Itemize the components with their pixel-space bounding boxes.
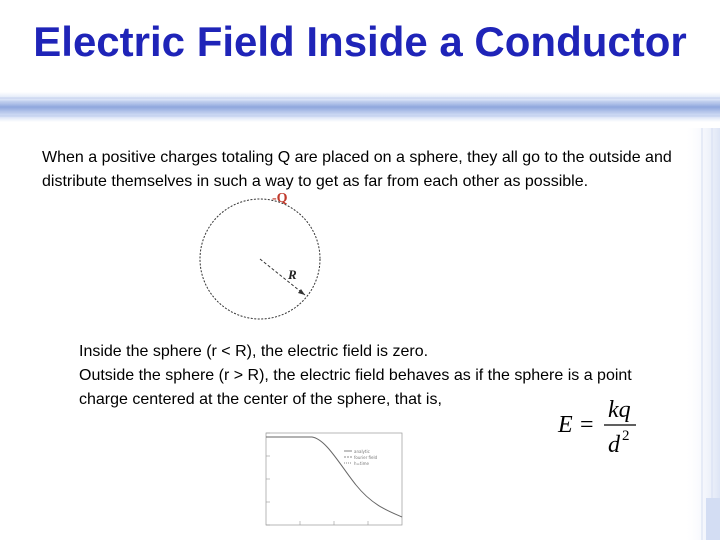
charge-label: -Q [272, 191, 288, 206]
formula-denominator: d [608, 432, 620, 458]
radius-arrowhead [298, 289, 305, 295]
decorative-right-edge [684, 128, 720, 540]
graph-ticks [266, 433, 368, 525]
slide-title: Electric Field Inside a Conductor [33, 18, 687, 65]
legend-item: analytic [354, 449, 370, 454]
decorative-header-band [0, 88, 720, 128]
outside-sphere-line: Outside the sphere (r > R), the electric field behaves as if the sphere is a point charge centered at the center of the sphere, that is, [79, 367, 632, 408]
legend-item: h=time [354, 461, 369, 466]
intro-paragraph: When a positive charges totaling Q are placed on a sphere, they all go to the outside and distribute themselves in such a way to get as far from each other as possible. [42, 149, 672, 190]
formula-numerator: kq [608, 397, 631, 423]
field-graph [248, 425, 408, 540]
legend-item: fourier field [354, 455, 378, 460]
graph-frame [266, 433, 402, 525]
inside-sphere-line: Inside the sphere (r < R), the electric field is zero. [79, 343, 429, 360]
graph-legend [344, 449, 378, 466]
field-formula [552, 392, 652, 462]
radius-label: R [288, 267, 297, 282]
field-curve [266, 437, 402, 517]
formula-equals: = [580, 412, 594, 438]
formula-lhs: E [558, 412, 573, 438]
formula-exponent: 2 [622, 428, 630, 444]
radius-line [260, 259, 305, 295]
sphere-diagram [190, 185, 330, 325]
